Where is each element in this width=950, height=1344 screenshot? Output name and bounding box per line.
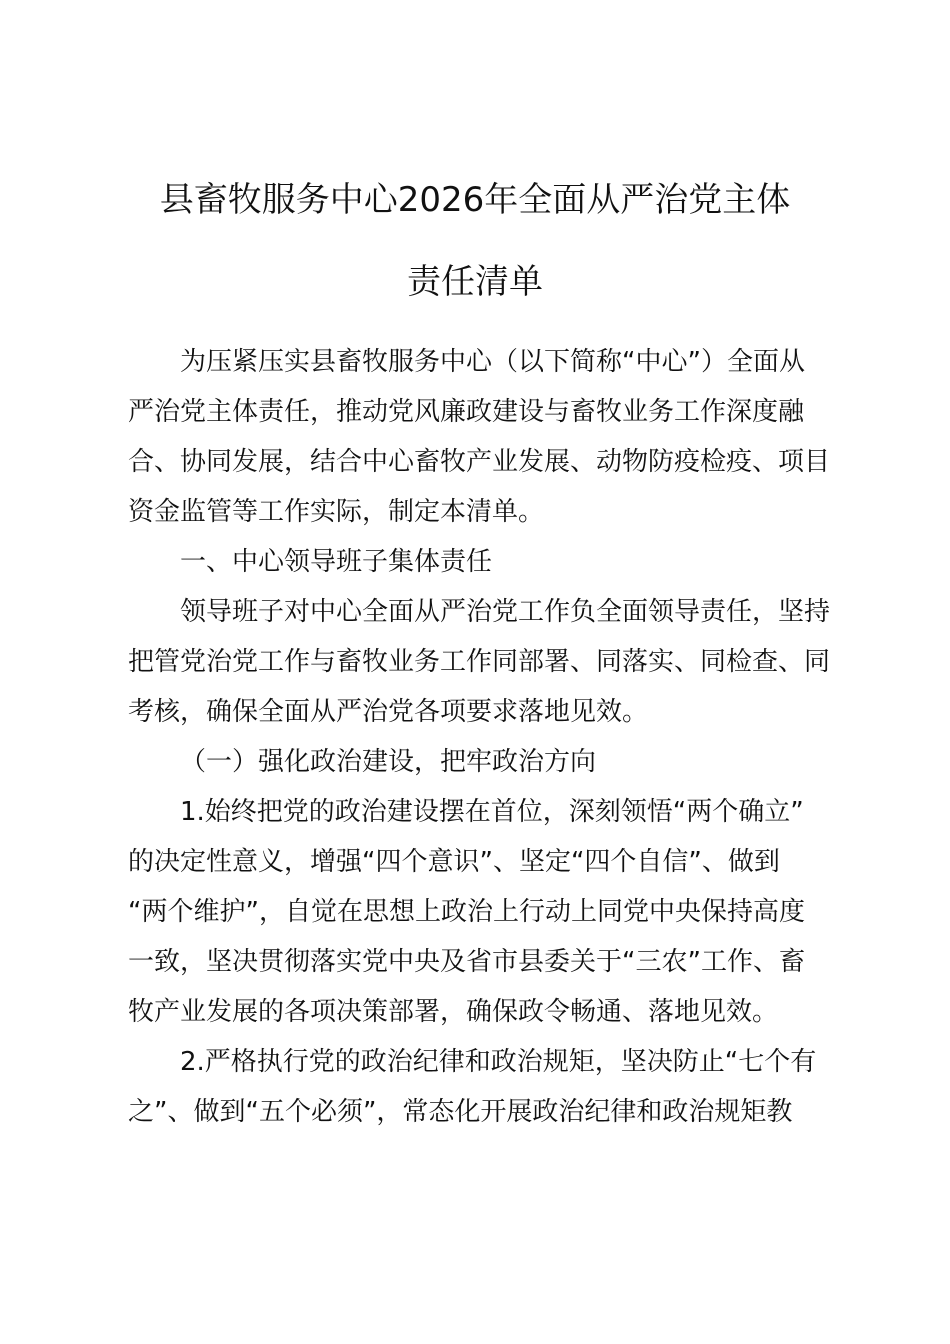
body-line: 一致，坚决贯彻落实党中央及省市县委关于“三农”工作、畜 <box>128 947 805 977</box>
body-line: 1.始终把党的政治建设摆在首位，深刻领悟“两个确立” <box>180 797 804 827</box>
body-line: 合、协同发展，结合中心畜牧产业发展、动物防疫检疫、项目 <box>128 447 831 477</box>
title-line: 县畜牧服务中心2026年全面从严治党主体 <box>159 180 791 220</box>
body-line: 领导班子对中心全面从严治党工作负全面领导责任，坚持 <box>180 597 831 627</box>
title-line: 责任清单 <box>407 262 543 302</box>
body-line: 的决定性意义，增强“四个意识”、坚定“四个自信”、做到 <box>128 847 780 877</box>
body-line: 严治党主体责任，推动党风廉政建设与畜牧业务工作深度融 <box>128 397 805 427</box>
body-line: 把管党治党工作与畜牧业务工作同部署、同落实、同检查、同 <box>128 647 831 677</box>
document-body <box>128 337 832 1137</box>
section-heading: 一、中心领导班子集体责任 <box>180 547 493 577</box>
body-line: 为压紧压实县畜牧服务中心（以下简称“中心”）全面从 <box>180 347 805 377</box>
subsection-heading: （一）强化政治建设，把牢政治方向 <box>180 747 597 777</box>
body-line: 牧产业发展的各项决策部署，确保政令畅通、落地见效。 <box>128 997 779 1027</box>
body-line: 资金监管等工作实际，制定本清单。 <box>128 497 545 527</box>
document-title <box>110 178 840 342</box>
body-line: 之”、做到“五个必须”，常态化开展政治纪律和政治规矩教 <box>128 1097 793 1127</box>
body-line: 2.严格执行党的政治纪律和政治规矩，坚决防止“七个有 <box>180 1047 817 1077</box>
body-line: 考核，确保全面从严治党各项要求落地见效。 <box>128 697 649 727</box>
body-line: “两个维护”，自觉在思想上政治上行动上同党中央保持高度 <box>128 897 805 927</box>
